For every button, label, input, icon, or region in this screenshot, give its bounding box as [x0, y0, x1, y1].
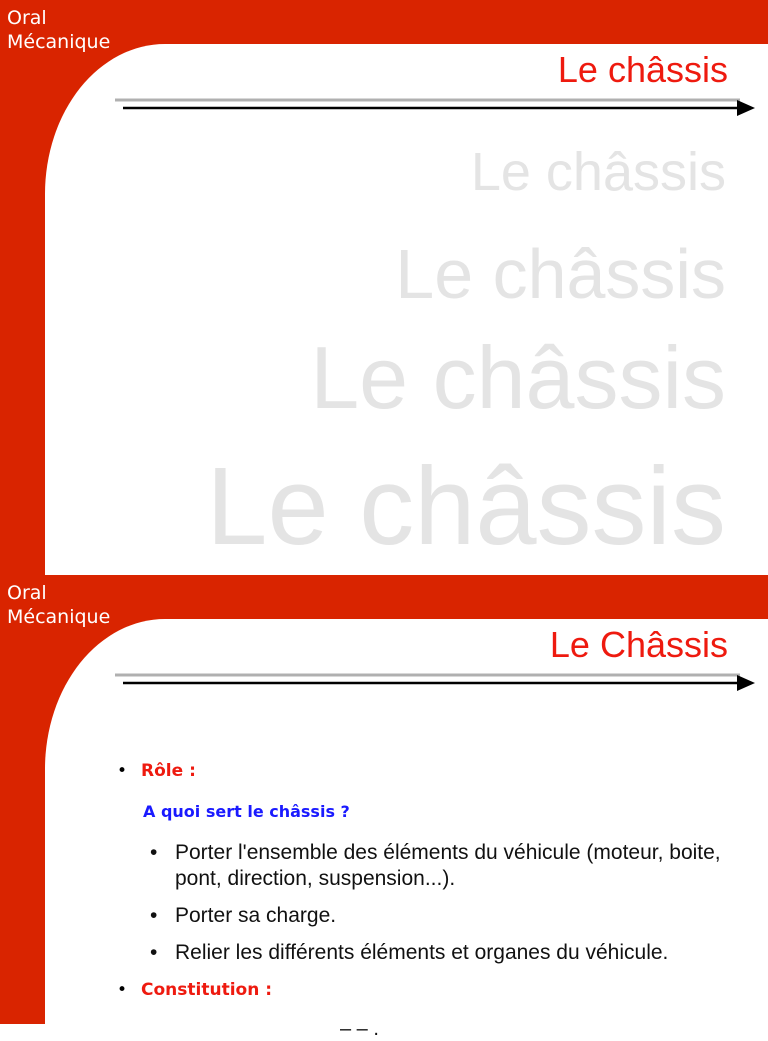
title-underline-arrow-icon	[115, 92, 755, 112]
section-label: Rôle :	[141, 761, 196, 781]
slide-title-text: Le châssis	[557, 49, 728, 90]
list-item	[150, 940, 740, 966]
watermark-text: Le châssis	[310, 328, 726, 427]
section-label: Constitution :	[141, 980, 273, 1000]
list-item-text: Relier les différents éléments et organes du véhicule.	[175, 941, 669, 964]
section-role	[117, 761, 196, 781]
watermark-text: Le châssis	[206, 445, 726, 568]
brand-line1: Oral	[7, 7, 47, 29]
bullet-icon: •	[150, 904, 158, 927]
list-item	[150, 903, 740, 929]
title-underline-arrow-icon	[115, 667, 755, 687]
brand-label	[7, 6, 110, 54]
role-list	[150, 840, 740, 977]
list-item	[150, 840, 740, 892]
watermark-text: Le châssis	[470, 142, 726, 202]
brand-line2: Mécanique	[7, 606, 111, 628]
brand-label	[7, 581, 110, 629]
brand-line1: Oral	[7, 582, 47, 604]
bullet-icon: •	[150, 841, 158, 864]
bullet-icon: •	[117, 980, 128, 1000]
question-text: A quoi sert le châssis ?	[143, 802, 350, 821]
slide-title-text: Le Châssis	[549, 624, 728, 665]
watermark-text: Le châssis	[395, 235, 726, 313]
truncated-text: – – .	[340, 1018, 379, 1040]
list-item-text: Porter sa charge.	[175, 904, 337, 927]
section-constitution	[117, 980, 272, 1000]
brand-line2: Mécanique	[7, 31, 111, 53]
slide-role	[0, 575, 768, 1040]
list-item-text: Porter l'ensemble des éléments du véhicule (moteur, boite, pont, direction, suspension...).	[175, 841, 721, 890]
bullet-icon: •	[150, 941, 158, 964]
bullet-icon: •	[117, 761, 128, 781]
